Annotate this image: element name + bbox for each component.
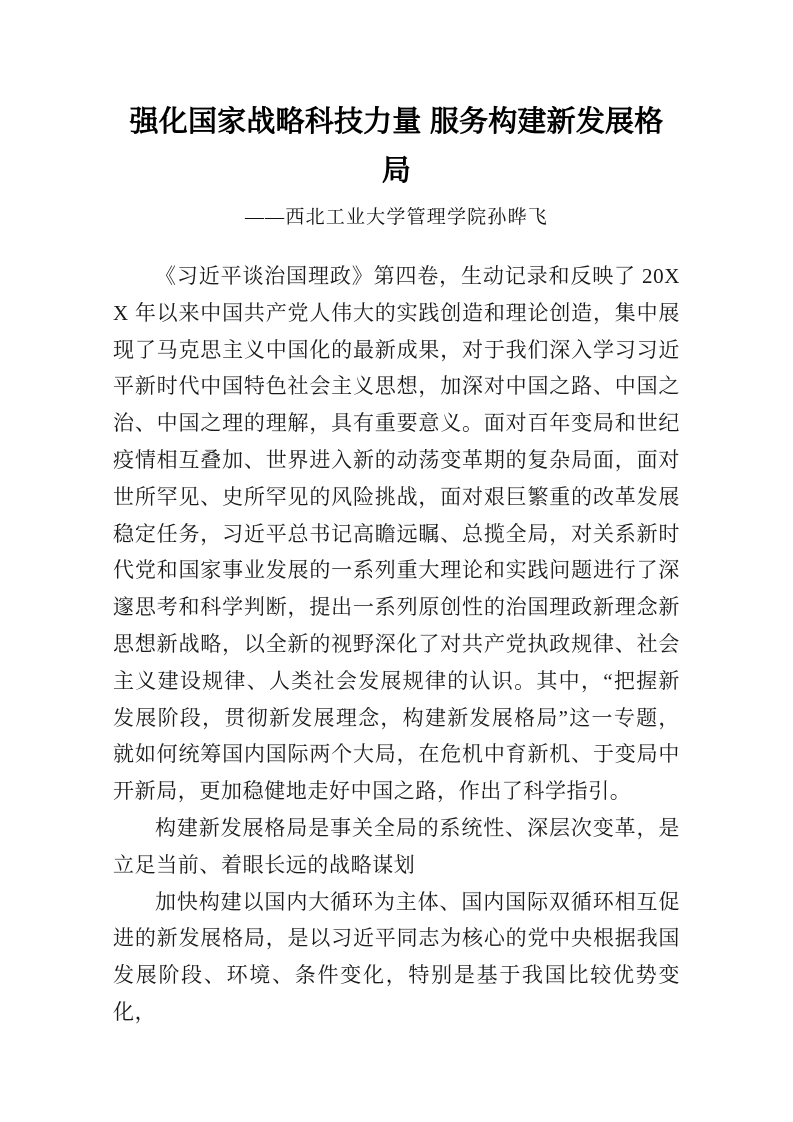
document-byline: ——西北工业大学管理学院孙晔飞 <box>244 207 548 228</box>
document-body <box>113 258 680 1031</box>
body-paragraph-1: 《习近平谈治国理政》第四卷，生动记录和反映了 20XX 年以来中国共产党人伟大的实践创造和理论创造，集中展现了马克思主义中国化的最新成果，对于我们深入学习习近平新时代中国特色社会主义思想，加深对中国之路、中国之治、中国之理的理解，具有重要意义。面对百年变局和世纪疫情相互叠加、世界进入新的动荡变革期的复杂局面，面对世所罕见、史所罕见的风险挑战，面对艰巨繁重的改革发展稳定任务，习近平总书记高瞻远瞩、总揽全局，对关系新时代党和国家事业发展的一系列重大理论和实践问题进行了深邃思考和科学判断，提出一系列原创性的治国理政新理念新思想新战略，以全新的视野深化了对共产党执政规律、社会主义建设规律、人类社会发展规律的认识。其中，“把握新发展阶段，贯彻新发展理念，构建新发展格局”这一专题，就如何统筹国内国际两个大局，在危机中育新机、于变局中开新局，更加稳健地走好中国之路，作出了科学指引。 <box>113 264 680 804</box>
body-paragraph-2: 构建新发展格局是事关全局的系统性、深层次变革，是立足当前、着眼长远的战略谋划 <box>113 815 680 877</box>
page-title-line-2: 局 <box>381 155 412 187</box>
page-title-line-1: 强化国家战略科技力量 服务构建新发展格 <box>129 106 664 138</box>
document-content <box>113 98 680 1031</box>
body-paragraph-3: 加快构建以国内大循环为主体、国内国际双循环相互促进的新发展格局，是以习近平同志为核心的党中央根据我国发展阶段、环境、条件变化，特别是基于我国比较优势变化， <box>113 889 680 1024</box>
page-title <box>113 98 680 196</box>
